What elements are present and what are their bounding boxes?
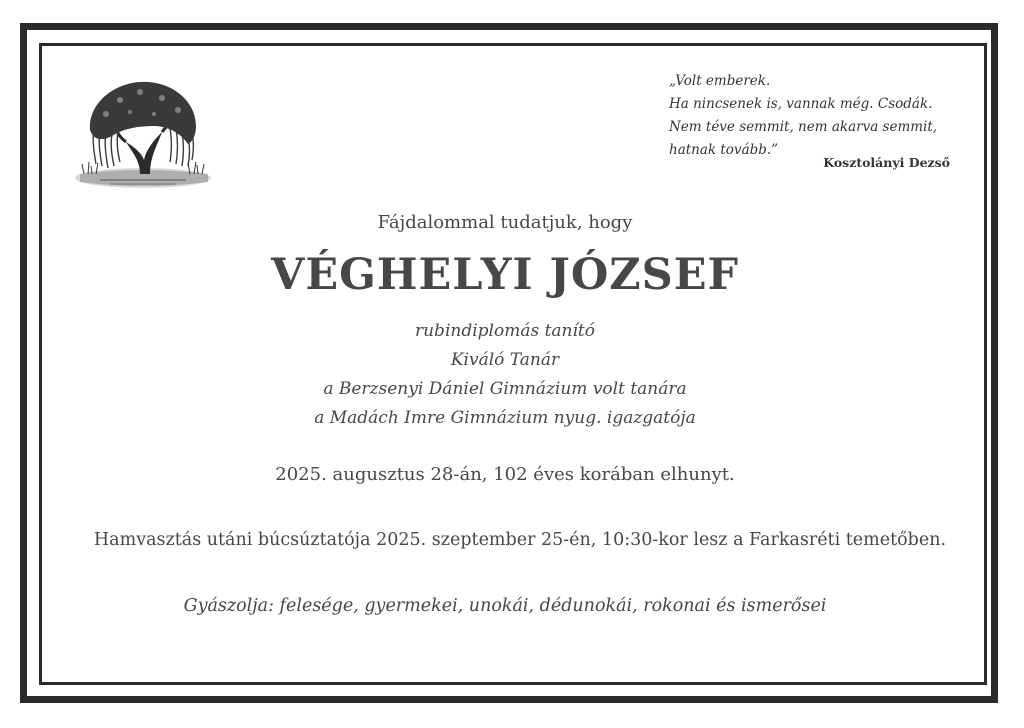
weeping-willow-icon: [70, 70, 216, 198]
quote-line: hatnak tovább.”: [669, 142, 779, 158]
quote-line: „Volt emberek.: [669, 73, 771, 89]
titles-block: [0, 317, 1010, 433]
intro-text: Fájdalommal tudatjuk, hogy: [377, 212, 633, 233]
title-line: a Berzsenyi Dániel Gimnázium volt tanára: [323, 379, 687, 399]
quote-text: [669, 70, 953, 162]
title-line: Kiváló Tanár: [450, 350, 560, 370]
funeral-notice: Hamvasztás utáni búcsúztatója 2025. szeptember 25-én, 10:30-kor lesz a Farkasréti temetőben.: [93, 530, 947, 550]
quote-line: Ha nincsenek is, vannak még. Csodák.: [669, 96, 933, 112]
quote-line: Nem téve semmit, nem akarva semmit,: [669, 119, 938, 135]
title-line: a Madách Imre Gimnázium nyug. igazgatója: [314, 408, 696, 428]
mourners-text: Gyászolja: felesége, gyermekei, unokái, dédunokái, rokonai és ismerősei: [183, 596, 827, 616]
death-notice: 2025. augusztus 28-án, 102 éves korában elhunyt.: [275, 464, 735, 485]
quote-author: Kosztolányi Dezső: [823, 155, 950, 170]
deceased-name: VÉGHELYI JÓZSEF: [270, 250, 740, 300]
title-line: rubindiplomás tanító: [414, 321, 596, 341]
